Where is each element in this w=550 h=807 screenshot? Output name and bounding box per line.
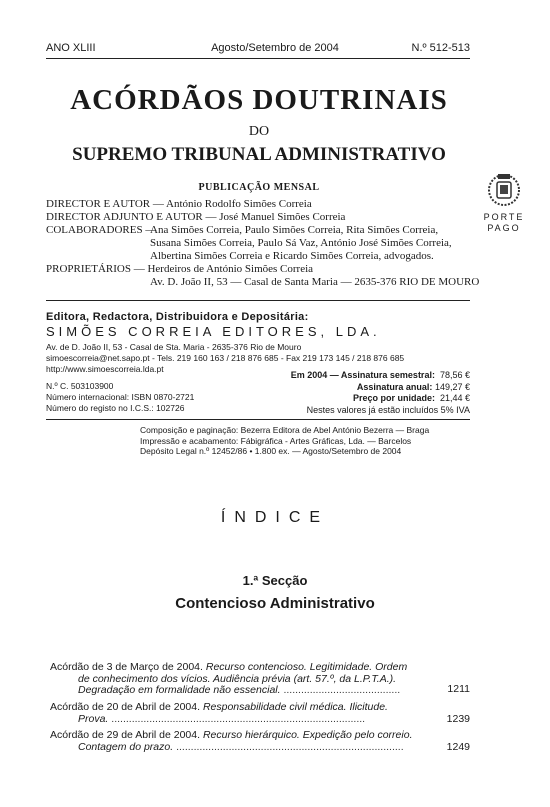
deputy-director-line: DIRECTOR ADJUNTO E AUTOR — José Manuel Simões Correia bbox=[46, 211, 346, 223]
publisher-heading: Editora, Redactora, Distribuidora e Depositária: bbox=[46, 311, 309, 323]
semestral-label: Em 2004 — Assinatura semestral: bbox=[290, 370, 435, 380]
entry-text-1: Responsabilidade civil médica. Ilicitude. bbox=[202, 702, 388, 713]
owners-address: Av. D. João II, 53 — Casal de Santa Maria — 2635-376 RIO DE MOURO bbox=[150, 276, 480, 288]
index-entry[interactable] bbox=[50, 730, 470, 753]
unit-price-label: Preço por unidade: bbox=[352, 393, 435, 403]
entry-text-2: de conhecimento dos vícios. Audiência prévia (art. 57.º, da L.P.T.A.). bbox=[78, 673, 397, 685]
collaborators-line-1: Ana Simões Correia, Paulo Simões Correia, Rita Simões Correia, bbox=[150, 224, 439, 236]
credits-printing: Impressão e acabamento: Fábigráfica - Artes Gráficas, Lda. — Barcelos bbox=[140, 435, 412, 446]
entry-page: 1249 bbox=[446, 740, 470, 753]
title-connector: DO bbox=[248, 124, 270, 139]
registry-number: Número do registo no I.C.S.: 102726 bbox=[46, 403, 185, 413]
entry-page: 1211 bbox=[447, 683, 470, 695]
tax-id: N.º C. 503103900 bbox=[46, 381, 114, 391]
index-entry[interactable] bbox=[50, 662, 470, 697]
volume-year: ANO XLIII bbox=[46, 42, 96, 54]
production-credits bbox=[140, 425, 429, 457]
semestral-value: 78,56 € bbox=[439, 370, 470, 380]
entry-text-1: Recurso contencioso. Legitimidade. Ordem bbox=[205, 662, 408, 673]
header-rule bbox=[46, 58, 470, 59]
entry-date: Acórdão de 20 de Abril de 2004. bbox=[50, 702, 203, 713]
coat-of-arms-icon bbox=[474, 170, 534, 213]
annual-label: Assinatura anual: bbox=[356, 381, 433, 392]
issue-period: Agosto/Setembro de 2004 bbox=[211, 42, 339, 54]
publisher-website[interactable]: http://www.simoescorreia.lda.pt bbox=[46, 364, 164, 374]
publisher-rule bbox=[46, 300, 470, 301]
postage-paid-mark bbox=[474, 212, 534, 234]
credits-composition: Composição e paginação: Bezerra Editora de Abel António Bezerra — Braga bbox=[140, 425, 430, 435]
entry-date: Acórdão de 3 de Março de 2004. bbox=[50, 662, 206, 673]
credits-legal-deposit: Depósito Legal n.º 12452/86 • 1.800 ex. — Agosto/Setembro de 2004 bbox=[140, 446, 402, 456]
postage-line-1: PORTE bbox=[483, 212, 525, 222]
subscription-prices bbox=[250, 370, 470, 416]
publisher-contacts: simoescorreia@net.sapo.pt - Tels. 219 160 163 / 218 876 685 - Fax 219 173 145 / 218 876 685 bbox=[46, 353, 405, 363]
publisher-address: Av. de D. João II, 53 - Casal de Sta. Maria - 2635-376 Rio de Mouro bbox=[46, 342, 302, 352]
section-number: 1.ª Secção bbox=[242, 573, 308, 588]
annual-value: 149,27 € bbox=[434, 381, 470, 392]
publisher-name: SIMÕES CORREIA EDITORES, LDA. bbox=[46, 324, 381, 339]
entry-text-1: Recurso hierárquico. Expedição pelo correio. bbox=[202, 730, 413, 741]
entry-text-3: Degradação em formalidade não essencial. bbox=[78, 685, 281, 696]
court-name: SUPREMO TRIBUNAL ADMINISTRATIVO bbox=[72, 144, 446, 165]
issue-number: N.º 512-513 bbox=[411, 42, 470, 54]
unit-price-value: 21,44 € bbox=[439, 393, 470, 403]
leader-dots: ........................................ bbox=[280, 685, 401, 696]
director-line: DIRECTOR E AUTOR — António Rodolfo Simões Correia bbox=[46, 198, 312, 210]
entry-text-2: Contagem do prazo. bbox=[78, 741, 174, 753]
leader-dots: .............................................................................. bbox=[173, 741, 404, 753]
journal-title: ACÓRDÃOS DOUTRINAIS bbox=[70, 84, 448, 116]
section-title: Contencioso Administrativo bbox=[175, 595, 375, 612]
collaborators-label: COLABORADORES — bbox=[46, 224, 157, 236]
publication-frequency: PUBLICAÇÃO MENSAL bbox=[198, 182, 320, 193]
entry-date: Acórdão de 29 de Abril de 2004. bbox=[50, 730, 203, 741]
entry-page: 1239 bbox=[446, 712, 470, 725]
index-heading: ÍNDICE bbox=[220, 509, 330, 526]
postage-line-2: PAGO bbox=[487, 223, 521, 233]
isbn: Número internacional: ISBN 0870-2721 bbox=[46, 392, 195, 402]
collaborators-line-3: Albertina Simões Correia e Ricardo Simões Correia, advogados. bbox=[150, 250, 434, 262]
entry-text-2: Prova. bbox=[78, 713, 109, 725]
collaborators-line-2: Susana Simões Correia, Paulo Sá Vaz, António José Simões Correia, bbox=[150, 237, 452, 249]
credits-rule bbox=[46, 419, 470, 420]
vat-note: Nestes valores já estão incluídos 5% IVA bbox=[306, 404, 470, 415]
owners-line: PROPRIETÁRIOS — Herdeiros de António Simões Correia bbox=[46, 263, 314, 275]
leader-dots: ....................................................................................... bbox=[108, 713, 366, 725]
index-entry[interactable] bbox=[50, 702, 470, 725]
